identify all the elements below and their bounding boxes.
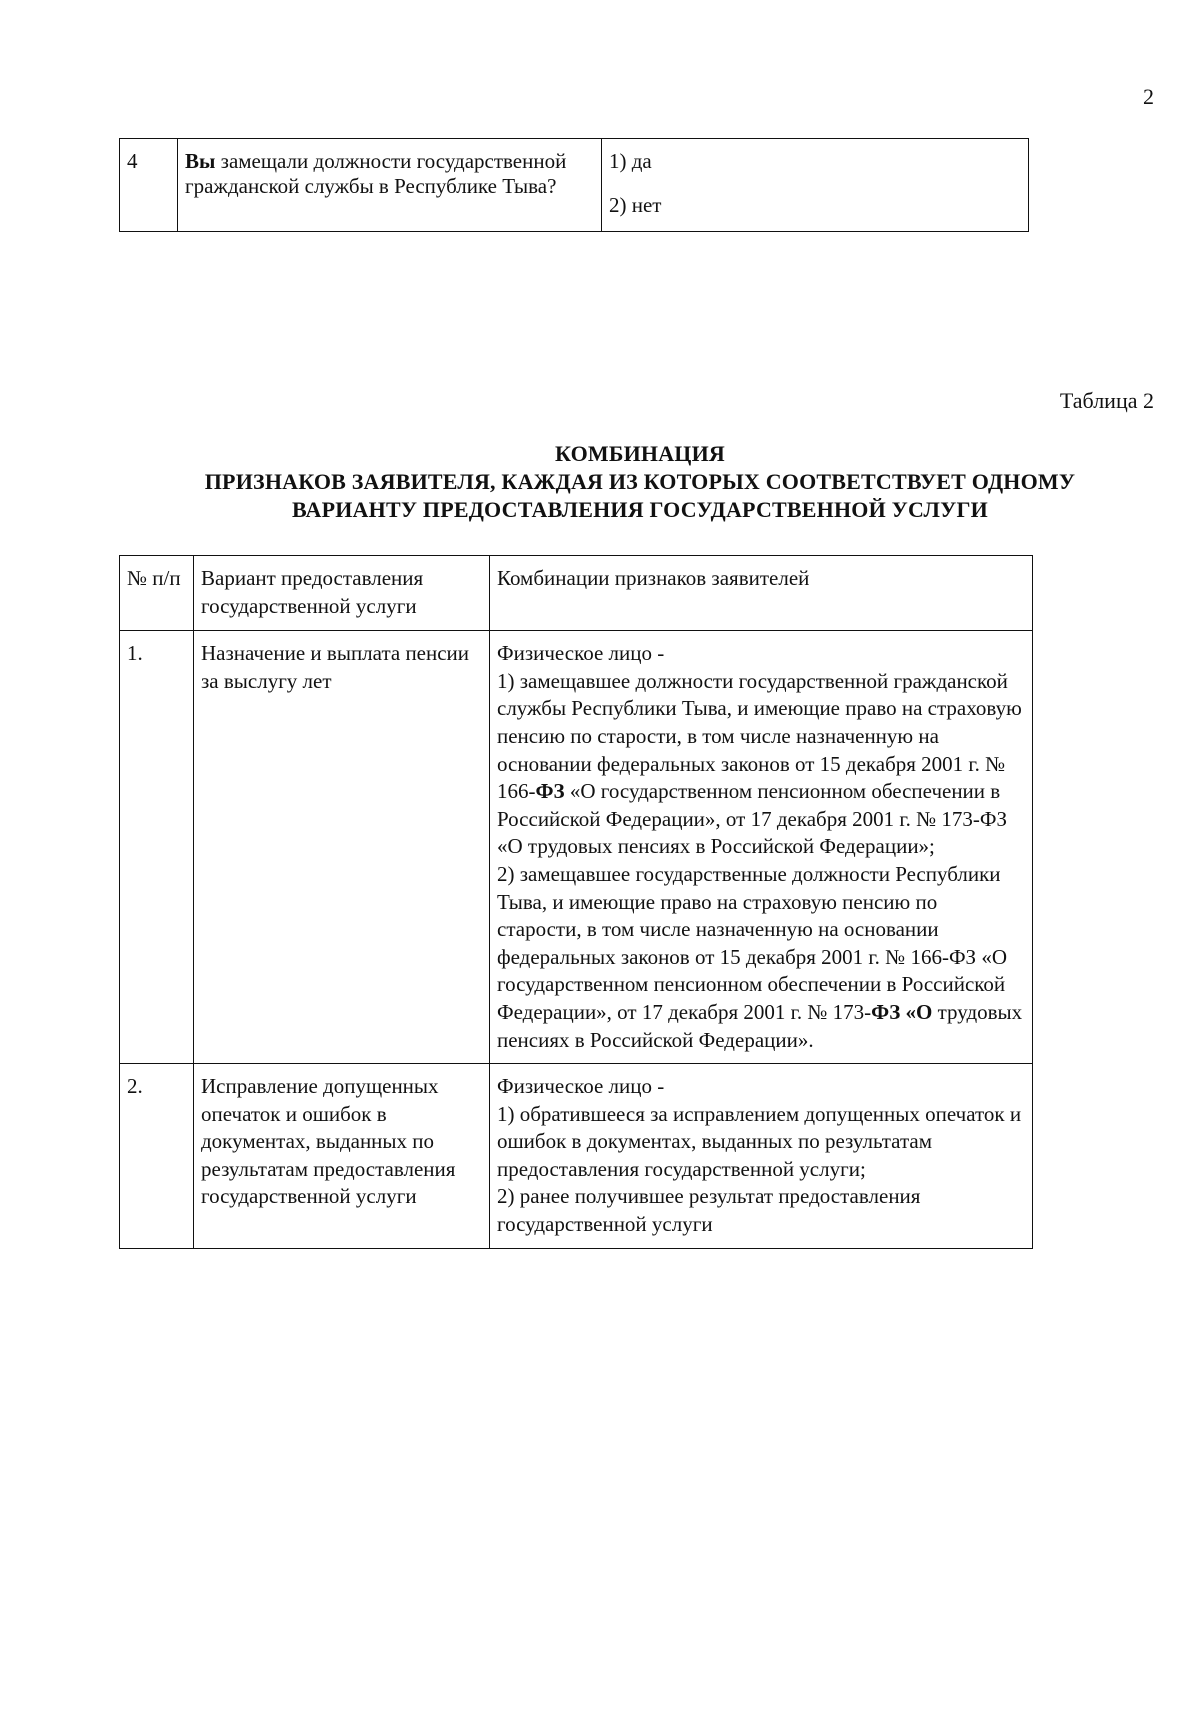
item-text-bold: ФЗ — [535, 779, 565, 804]
item-text: 2) замещавшее государственные должности Республики Тыва, и имеющие право на страховую пенсию по старости, в том числе назначенную на основании федеральных законов от 15 декабря 2001 г. № 166-ФЗ «О государственном пенсионном обеспечении в Российской Федерации», от 17 декабря 2001 г. № 173- — [497, 861, 1007, 1024]
combination-item-2 — [497, 861, 1026, 1054]
page-number: 2 — [1143, 84, 1154, 109]
table-caption: Таблица 2 — [1059, 388, 1154, 413]
header-variant: Вариант предоставления государственной услуги — [194, 556, 490, 631]
answer-options — [602, 139, 1029, 232]
item-text: «О государственном пенсионном обеспечении в Российской Федерации», от 17 декабря 2001 г. № 173-ФЗ «О трудовых пенсиях в Российской Федерации»; — [497, 779, 1008, 859]
row-combination — [490, 631, 1033, 1064]
table-heading — [120, 440, 1160, 524]
header-number: № п/п — [120, 556, 194, 631]
question-number: 4 — [120, 139, 178, 232]
item-text: 1) замещавшее должности государственной гражданской службы Республики Тыва, и имеющие право на страховую пенсию по старости, в том числе назначенную на основании федеральных законов от 15 декабря 2001 г. № 166- — [497, 668, 1022, 804]
row-number: 2. — [120, 1064, 194, 1249]
table-row — [120, 139, 1029, 232]
item-text-bold: ФЗ «О — [871, 999, 933, 1024]
combination-intro: Физическое лицо - — [497, 641, 665, 666]
header-combination: Комбинации признаков заявителей — [490, 556, 1033, 631]
row-variant: Исправление допущенных опечаток и ошибок в документах, выданных по результатам предоставления государственной услуги — [194, 1064, 490, 1249]
row-combination — [490, 1064, 1033, 1249]
answer-option-no: 2) нет — [609, 193, 662, 217]
question-text — [178, 139, 602, 232]
combination-intro: Физическое лицо - — [497, 1074, 665, 1099]
questions-table — [119, 138, 1029, 232]
question-text-rest: замещали должности государственной гражданской службы в Республике Тыва? — [185, 149, 567, 198]
combination-item-1 — [497, 668, 1026, 861]
applicant-combinations-table — [119, 555, 1033, 1249]
item-text: трудовых пенсиях в Российской Федерации». — [497, 999, 1023, 1052]
row-variant: Назначение и выплата пенсии за выслугу лет — [194, 631, 490, 1064]
heading-line: ВАРИАНТУ ПРЕДОСТАВЛЕНИЯ ГОСУДАРСТВЕННОЙ УСЛУГИ — [292, 497, 988, 522]
table-row — [120, 631, 1033, 1064]
question-text-bold: Вы — [185, 149, 216, 173]
row-number: 1. — [120, 631, 194, 1064]
table-header-row — [120, 556, 1033, 631]
combination-item-1: 1) обратившееся за исправлением допущенных опечаток и ошибок в документах, выданных по результатам предоставления государственной услуги; — [497, 1101, 1022, 1181]
table-row — [120, 1064, 1033, 1249]
answer-option-yes: 1) да — [609, 149, 652, 173]
combination-item-2: 2) ранее получившее результат предоставления государственной услуги — [497, 1184, 921, 1237]
heading-line: ПРИЗНАКОВ ЗАЯВИТЕЛЯ, КАЖДАЯ ИЗ КОТОРЫХ СООТВЕТСТВУЕТ ОДНОМУ — [204, 469, 1076, 494]
heading-line: КОМБИНАЦИЯ — [554, 441, 726, 466]
